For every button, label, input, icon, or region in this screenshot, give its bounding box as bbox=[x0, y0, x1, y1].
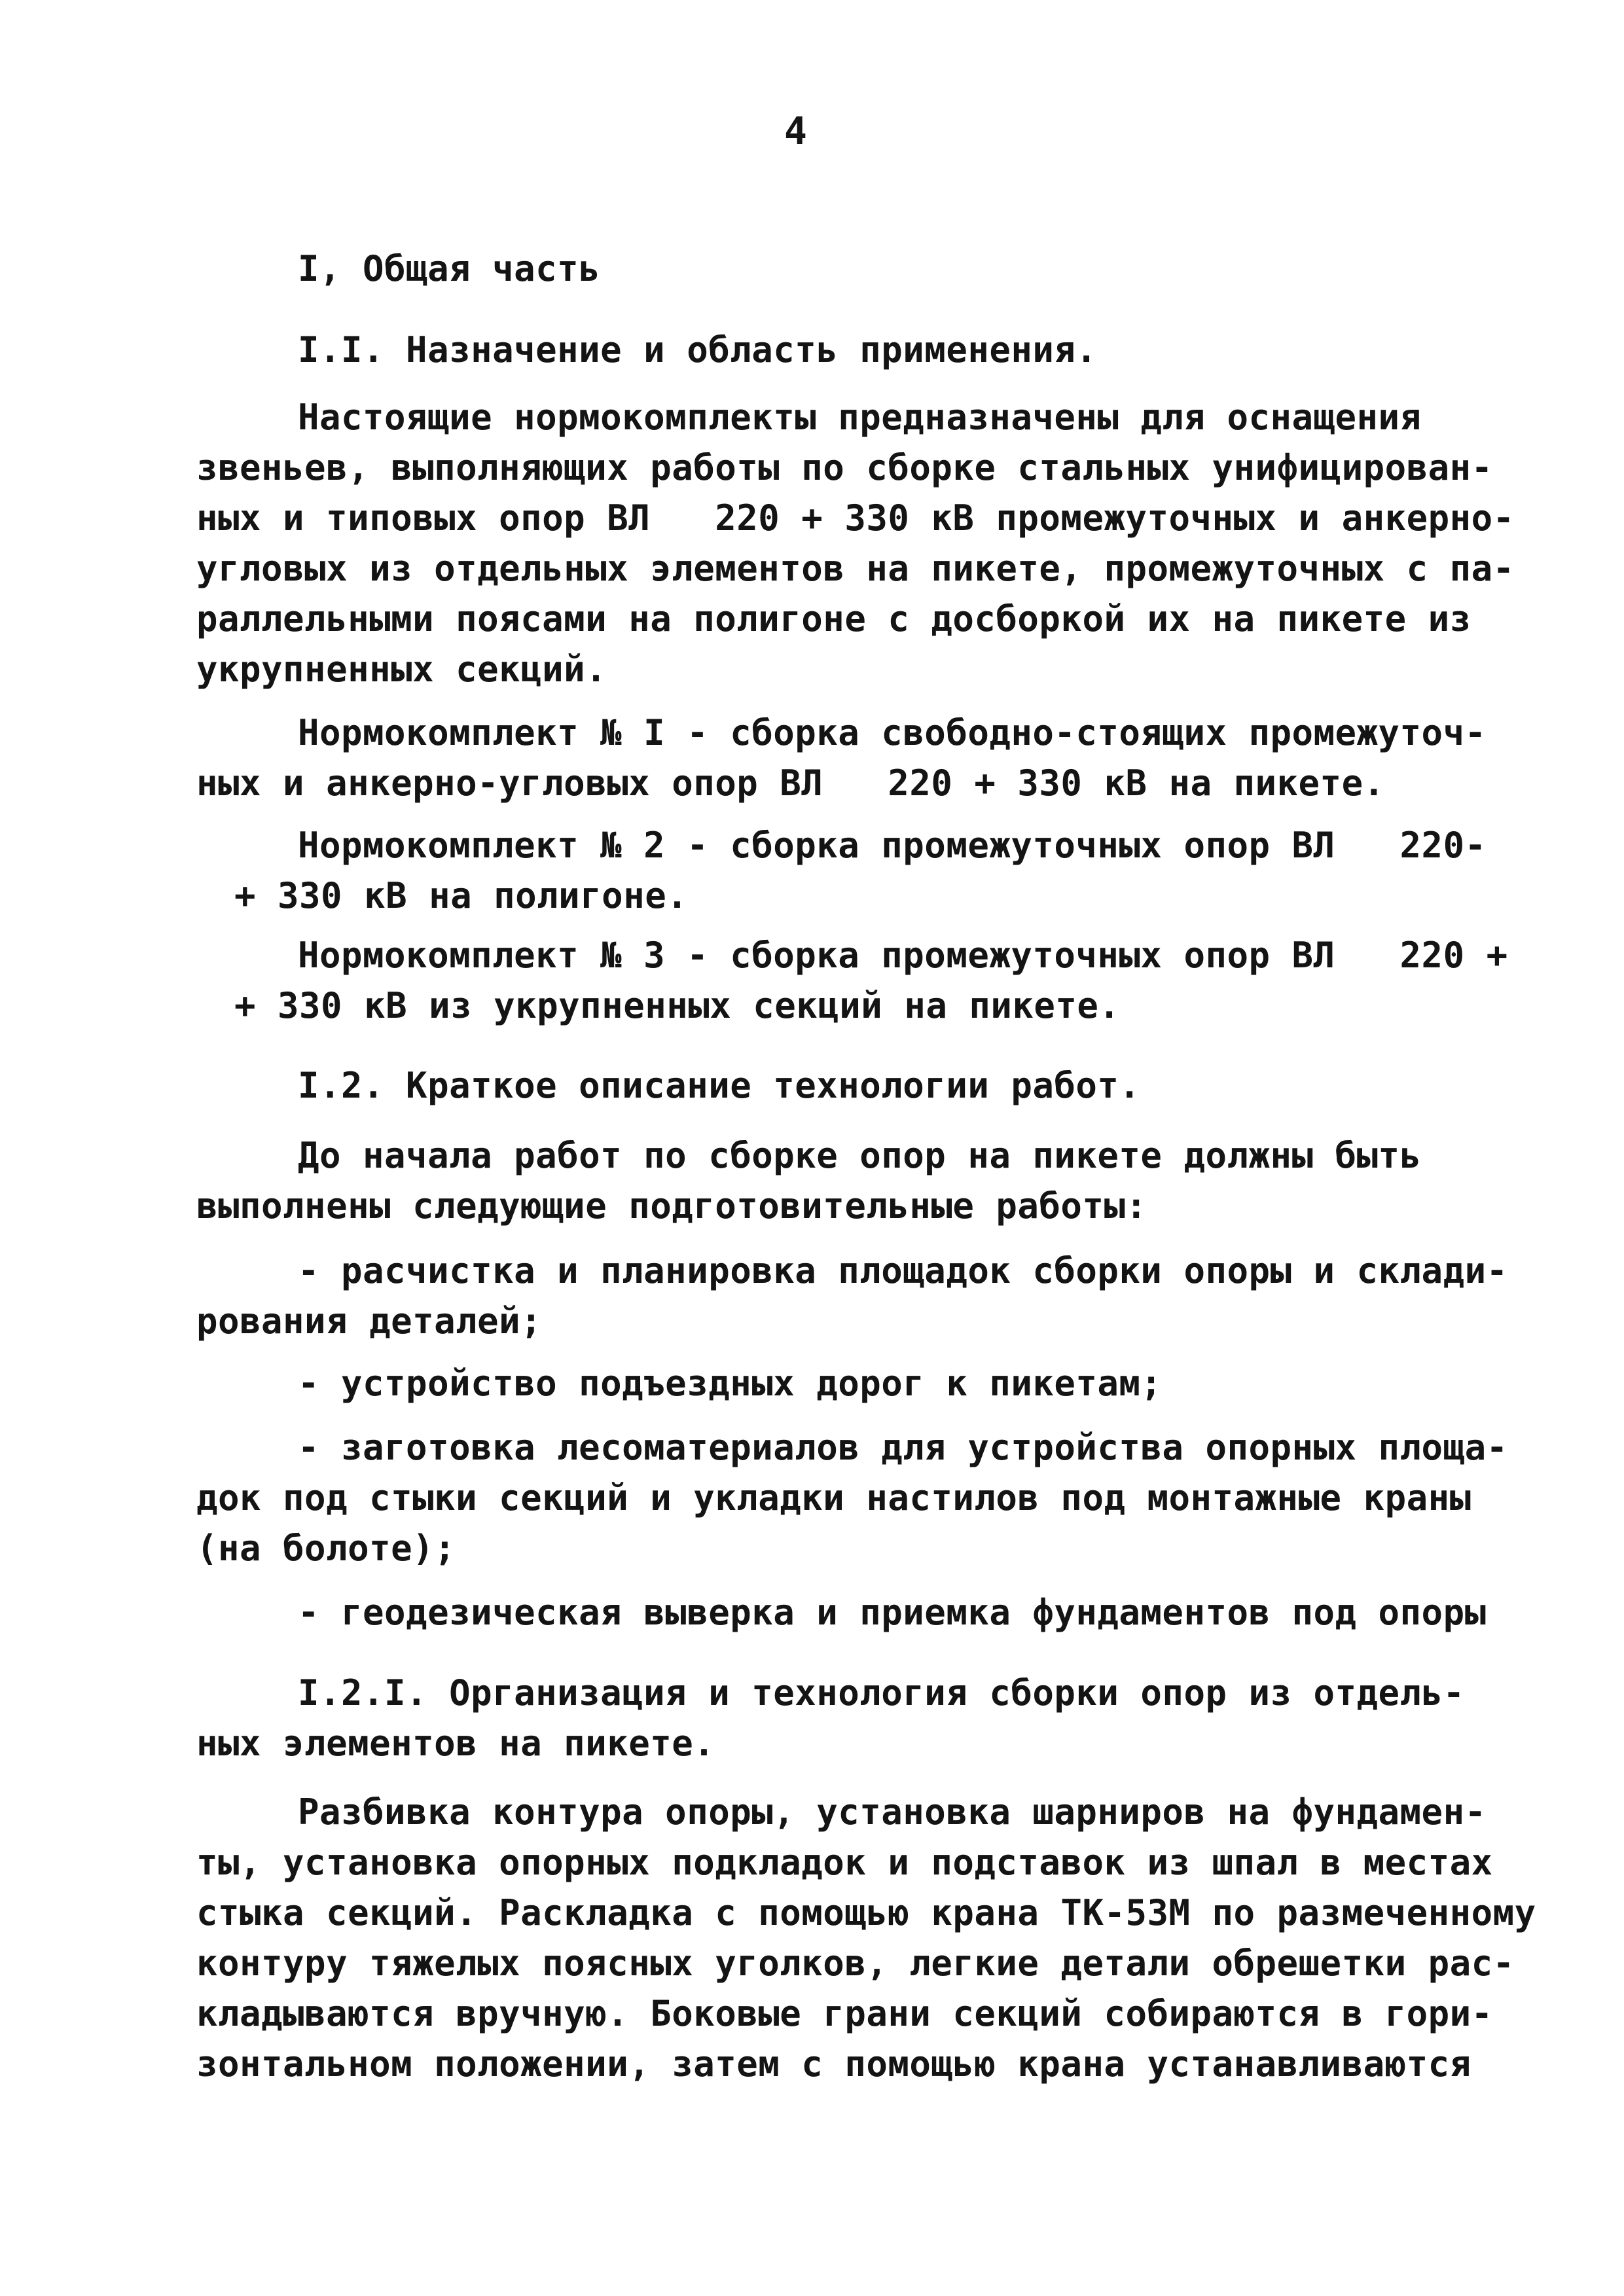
list-item-line: док под стыки секций и укладки настилов под монтажные краны bbox=[196, 1477, 1471, 1518]
kit-3-line: + 330 кВ из укрупненных секций на пикете. bbox=[234, 985, 1121, 1026]
paragraph-line: Разбивка контура опоры, установка шарниров на фундамен- bbox=[298, 1791, 1487, 1833]
paragraph-line: стыка секций. Раскладка с помощью крана ТК-53М по размеченному bbox=[196, 1892, 1536, 1933]
paragraph-line: ты, установка опорных подкладок и подставок из шпал в местах bbox=[196, 1842, 1493, 1883]
list-item-line: - заготовка лесоматериалов для устройства опорных площа- bbox=[298, 1427, 1508, 1468]
kit-2-line: Нормокомплект № 2 - сборка промежуточных опор ВЛ 220- bbox=[298, 825, 1487, 866]
paragraph-line: звеньев, выполняющих работы по сборке стальных унифицирован- bbox=[196, 447, 1493, 488]
paragraph-line: угловых из отдельных элементов на пикете, промежуточных с па- bbox=[196, 548, 1515, 589]
intro-line: выполнены следующие подготовительные работы: bbox=[196, 1185, 1147, 1227]
section-title: I, Общая часть bbox=[298, 248, 601, 289]
intro-line: До начала работ по сборке опор на пикете должны быть bbox=[298, 1135, 1422, 1176]
list-item-line: - расчистка и планировка площадок сборки опоры и склади- bbox=[298, 1250, 1508, 1291]
kit-2-line: + 330 кВ на полигоне. bbox=[234, 875, 689, 916]
kit-1-line: Нормокомплект № I - сборка свободно-стоящих промежуточ- bbox=[298, 712, 1487, 753]
paragraph-line: укрупненных секций. bbox=[196, 649, 607, 690]
list-item-line: (на болоте); bbox=[196, 1528, 456, 1569]
kit-1-line: ных и анкерно-угловых опор ВЛ 220 + 330 кВ на пикете. bbox=[196, 762, 1385, 804]
subsection-1-1-heading: I.I. Назначение и область применения. bbox=[298, 329, 1098, 370]
list-item-line: - геодезическая выверка и приемка фундаментов под опоры bbox=[298, 1592, 1487, 1633]
kit-3-line: Нормокомплект № 3 - сборка промежуточных опор ВЛ 220 + bbox=[298, 935, 1508, 976]
subsection-1-2-heading: I.2. Краткое описание технологии работ. bbox=[298, 1065, 1141, 1106]
subsection-1-2-1-heading: I.2.I. Организация и технология сборки опор из отдель- bbox=[298, 1672, 1465, 1713]
paragraph-line: контуру тяжелых поясных уголков, легкие детали обрешетки рас- bbox=[196, 1943, 1515, 1984]
paragraph-line: ных и типовых опор ВЛ 220 + 330 кВ промежуточных и анкерно- bbox=[196, 497, 1515, 539]
paragraph-line: кладываются вручную. Боковые грани секций собираются в гори- bbox=[196, 1993, 1493, 2034]
paragraph-line: зонтальном положении, затем с помощью крана устанавливаются bbox=[196, 2043, 1471, 2085]
subsection-1-2-1-heading: ных элементов на пикете. bbox=[196, 1723, 715, 1764]
list-item-line: рования деталей; bbox=[196, 1300, 543, 1342]
list-item-line: - устройство подъездных дорог к пикетам; bbox=[298, 1363, 1163, 1404]
paragraph-line: раллельными поясами на полигоне с досборкой их на пикете из bbox=[196, 598, 1471, 639]
paragraph-line: Настоящие нормокомплекты предназначены для оснащения bbox=[298, 397, 1422, 438]
page-number: 4 bbox=[784, 109, 807, 153]
